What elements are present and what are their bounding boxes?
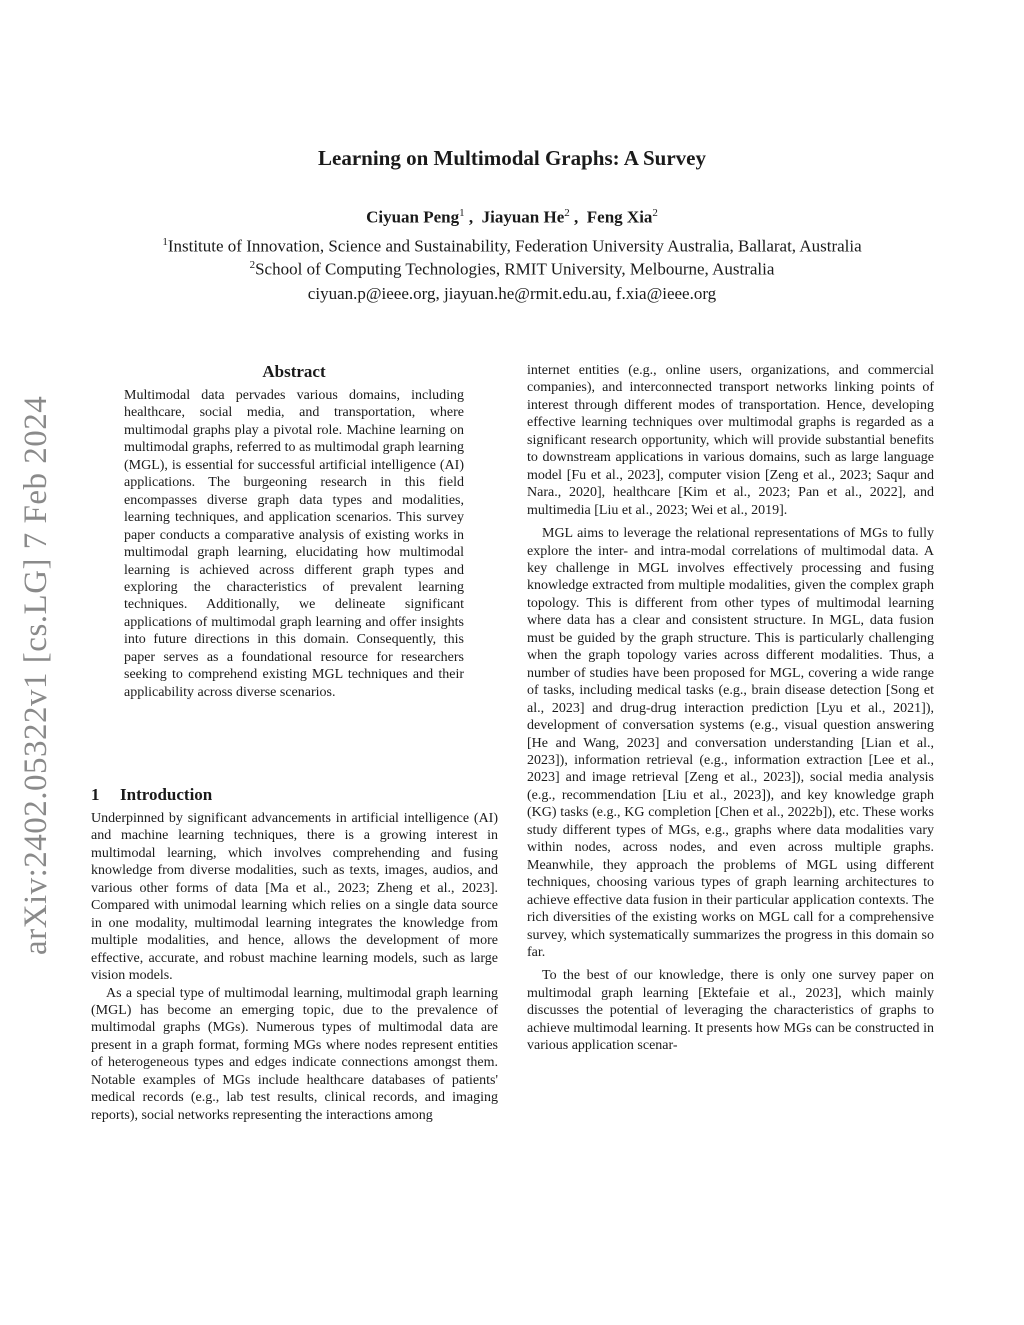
author-affiliation-mark: 2	[564, 207, 570, 219]
affiliation-line	[0, 236, 1024, 257]
affiliation-text: Institute of Innovation, Science and Sustainability, Federation University Australia, Ballarat, Australia	[167, 236, 862, 256]
author-name: Feng Xia	[586, 207, 653, 227]
author-name: Ciyuan Peng	[366, 207, 460, 227]
author-name: Jiayuan He	[481, 207, 565, 227]
paper-title: Learning on Multimodal Graphs: A Survey	[318, 146, 706, 170]
right-column-text	[527, 362, 934, 1055]
author-emails: ciyuan.p@ieee.org, jiayuan.he@rmit.edu.au, f.xia@ieee.org	[307, 284, 717, 303]
section-number: 1	[91, 785, 100, 804]
abstract-heading: Abstract	[262, 362, 326, 381]
left-column-text	[91, 810, 498, 1124]
affiliation-number: 1	[162, 236, 168, 248]
section-heading	[91, 785, 212, 805]
affiliation-number: 2	[249, 259, 256, 271]
intro-paragraph: To the best of our knowledge, there is only one survey paper on multimodal graph learning [Ektefaie et al., 2023], which mainly discusses the potential of leveraging the characteristics of graphs to achieve multimodal learning. It presents how MGs can be constructed in various application scenar-	[527, 968, 934, 1054]
affiliation-text: School of Computing Technologies, RMIT University, Melbourne, Australia	[255, 259, 775, 279]
section-title: Introduction	[120, 785, 213, 804]
affiliation-line	[0, 259, 1024, 280]
intro-paragraph: As a special type of multimodal learning, multimodal graph learning (MGL) has become an emerging topic, due to the prevalence of multimodal graphs (MGs). Numerous types of multimodal data are present in a graph format, forming MGs where nodes represent entities of heterogeneous types and edges indicate connections amongst them. Notable examples of MGs include healthcare databases of patients' medical records (e.g., lab test results, clinical records, and imaging reports), social networks representing the interactions among	[91, 985, 498, 1123]
abstract-body: Multimodal data pervades various domains, including healthcare, social media, and transportation, where multimodal graphs play a pivotal role. Machine learning on multimodal graphs, referred to as multimodal graph learning (MGL), is essential for successful artificial intelligence (AI) applications. The burgeoning research in this field encompasses diverse graph data types and modalities, learning techniques, and application scenarios. This survey paper conducts a comparative analysis of existing works in multimodal graph learning, elucidating how multimodal learning is achieved across different graph types and exploring the characteristics of prevalent learning techniques. Additionally, we delineate significant applications of multimodal graph learning and offer insights into future directions in this domain. Consequently, this paper serves as a foundational resource for researchers seeking to comprehend existing MGL techniques and their applicability across diverse scenarios.	[124, 388, 464, 700]
intro-paragraph: Underpinned by significant advancements in artificial intelligence (AI) and machine learning techniques, there is a growing interest in multimodal learning, which involves comprehending and fusing knowledge from diverse modalities, such as texts, images, audios, and various other forms of data [Ma et al., 2023; Zheng et al., 2023]. Compared with unimodal learning which relies on a single data source in one modality, multimodal learning integrates the knowledge from multiple modalities, and hence, allows the development of more effective, accurate, and robust machine learning models, such as large vision models.	[91, 811, 498, 984]
intro-paragraph-continued: internet entities (e.g., online users, organizations, and commercial companies), and interconnected transport networks linking points of interest through different modes of transportation. Hence, developing effective learning techniques over multimodal graphs is regarded as a significant research opportunity, which will provide substantial benefits to downstream applications in various domains, such as large language model [Fu et al., 2023], computer vision [Zeng et al., 2023; Saqur and Nara., 2020], healthcare [Kim et al., 2023; Pan et al., 2022], and multimedia [Liu et al., 2023; Wei et al., 2019].	[527, 363, 934, 518]
author-list: Ciyuan Peng$^1$ , Jiayuan He$^2$ , Feng Xia$^2$	[366, 207, 658, 227]
arxiv-side-stamp: arXiv:2402.05322v1 [cs.LG] 7 Feb 2024	[18, 395, 54, 955]
intro-paragraph: MGL aims to leverage the relational representations of MGs to fully explore the inter- and intra-modal correlations of multimodal data. A key challenge in MGL involves effectively processing and fusing knowledge extracted from multiple modalities, given the complex graph topology. This is different from other types of multimodal learning where data has a clear and consistent structure. In MGL, data fusion must be guided by the graph structure. This is particularly challenging when the graph topology varies across different modalities. Thus, a number of studies have been proposed for MGL, covering a wide range of tasks, including medical tasks (e.g., brain disease detection [Song et al., 2023] and drug-drug interaction prediction [Lyu et al., 2021]), development of conversation systems (e.g., visual question answering [He and Wang, 2023] and conversation understanding [Lian et al., 2023]), information retrieval (e.g., information extraction [Lee et al., 2023] and image retrieval [Zeng et al., 2023]), social media analysis (e.g., recommendation [Liu et al., 2023]), and key knowledge graph (KG) tasks (e.g., KG completion [Chen et al., 2022b]), etc. These works study different types of MGs, e.g., graphs where data modalities vary within nodes, across nodes, and even across multiple graphs. Meanwhile, they approach the problems of MGL using different techniques, choosing various types of graph learning architectures to achieve effective data fusion in their particular application contexts. The rich diversities of the existing works on MGL call for a comprehensive survey, which systematically summarizes the progress in this domain so far.	[527, 526, 934, 960]
author-affiliation-mark: 2	[652, 207, 658, 219]
author-affiliation-mark: 1	[459, 207, 465, 219]
